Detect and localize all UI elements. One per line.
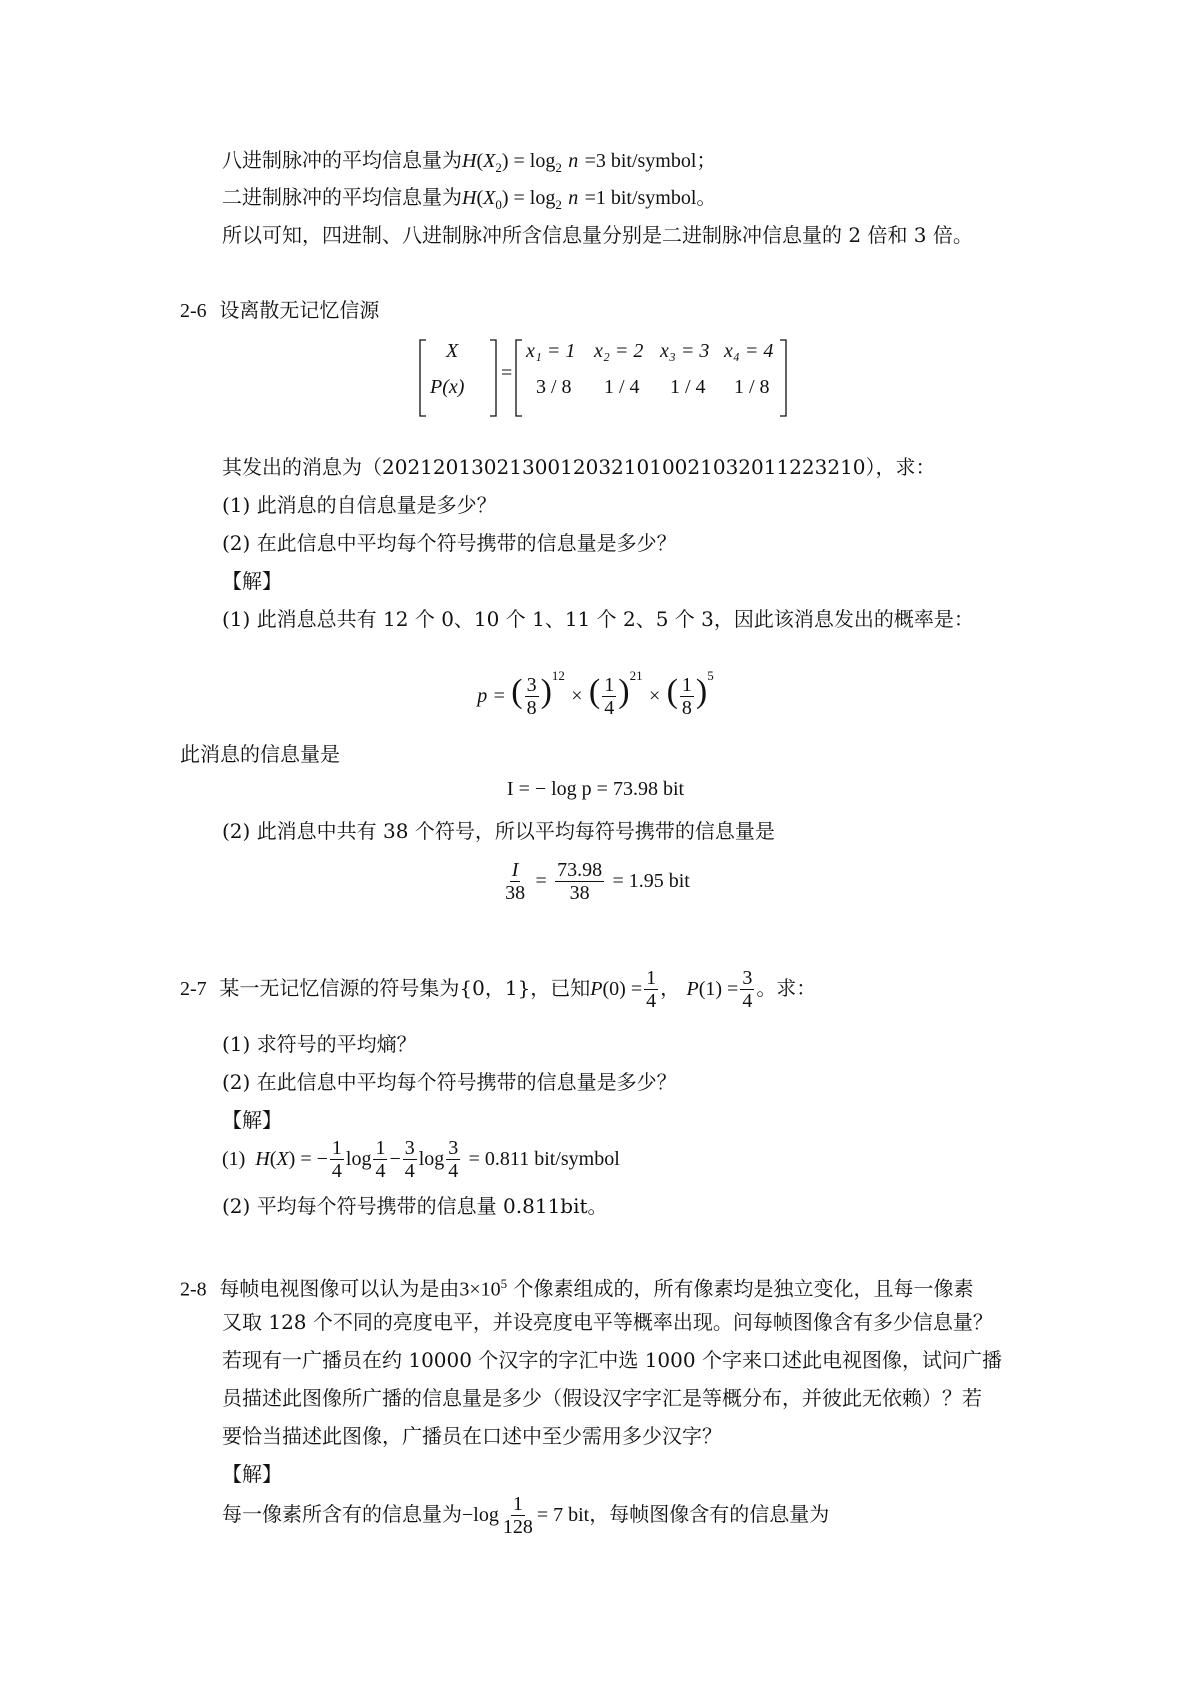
solution-2: (2) 此消息中共有 38 个符号，所以平均每符号携带的信息量是 (222, 819, 775, 843)
problem-text-3: 若现有一广播员在约 10000 个汉字的字汇中选 1000 个字来口述此电视图像，试问广播 (222, 1348, 1002, 1372)
source-matrix (418, 332, 788, 424)
octal-text: 八进制脉冲的平均信息量为 (222, 148, 462, 172)
problem-text-5: 要恰当描述此图像，广播员在口述中至少需用多少汉字？ (222, 1424, 722, 1448)
avg-den1: 38 (505, 882, 526, 904)
pixel-info-tail: ，每帧图像含有的信息量为 (589, 1502, 830, 1526)
line-conclusion: 所以可知，四进制、八进制脉冲所含信息量分别是二进制脉冲信息量的 2 倍和 3 倍。 (222, 223, 973, 247)
matrix-p2: 1 / 4 (604, 376, 640, 398)
problem-text-2: 又取 128 个不同的亮度电平，并设亮度电平等概率出现。问每帧图像含有多少信息量？ (222, 1310, 993, 1334)
binary-result: =1 bit/symbol。 (584, 187, 717, 209)
pixel-info-line: 每一像素所含有的信息量为−log $\frac{1}{128}$ = 7 bit，每帧图像含有的信息量为 (222, 1493, 830, 1538)
problem-text-1b: 个像素组成的，所有像素均是独立变化，且每一像素 (513, 1276, 974, 1301)
pixel-info-text: 每一像素所含有的信息量为 (222, 1502, 462, 1526)
octal-formula: H (462, 150, 477, 172)
problem-2-6-heading (180, 296, 379, 325)
matrix-p3: 1 / 4 (670, 376, 706, 398)
entropy-formula: (1) H(X) = − $\frac{1}{4}$ log $\frac{1}{4}$ − $\frac{3}{4}$ log $\frac{3}{4}$ = 0.811 bit/symbol (222, 1137, 620, 1182)
problem-number: 2-7 (180, 978, 207, 1000)
binary-formula: H (462, 187, 477, 209)
avg-result: = 1.95 bit (612, 870, 690, 892)
entropy-result: = 0.811 bit/symbol (468, 1148, 620, 1170)
problem-2-7-heading: 2-7 某一无记忆信源的符号集为{0，1}，已知P(0) = $\frac{1}{4}$ ， P(1) = $\frac{3}{4}$ 。求： (180, 967, 817, 1012)
problem-text-1a: 每帧电视图像可以认为是由 (219, 1276, 460, 1301)
binary-text: 二进制脉冲的平均信息量为 (222, 185, 462, 209)
avg-num1: I (511, 859, 519, 881)
problem-title: 设离散无记忆信源 (219, 298, 380, 322)
problem-title-end: 。求： (756, 976, 817, 1000)
line-binary-info: 二进制脉冲的平均信息量为$H(X_0) = \log_2 n =1$ bit/symbol。 (222, 185, 717, 212)
matrix-x1: x₁ = 1 (526, 340, 576, 362)
info-amount-label: 此消息的信息量是 (180, 742, 340, 766)
info-formula: I = − log p = 73.98 bit (506, 778, 685, 800)
message-line: 其发出的消息为（202120130213001203210100210320112232​10），求： (222, 455, 936, 479)
solution-label: 【解】 (222, 1462, 282, 1486)
avg-num2: 73.98 (557, 859, 603, 881)
matrix-x2: x₂ = 2 (594, 340, 644, 362)
problem-text-4: 员描述此图像所广播的信息量是多少（假设汉字字汇是等概分布，并彼此无依赖）？若 (222, 1386, 982, 1410)
problem-title: 某一无记忆信源的符号集为{0，1}，已知 (219, 976, 591, 1000)
probability-formula: p = ( $\frac{3}{8}$ )$^{12}$ × ( $\frac{1}{4}$ )$^{21}$ × ( $\frac{1}{8}$ )$^5$ (477, 668, 714, 719)
question-2: (2) 在此信息中平均每个符号携带的信息量是多少？ (222, 1070, 677, 1094)
solution-label: 【解】 (222, 569, 282, 593)
matrix-p1: 3 / 8 (536, 376, 572, 398)
solution-label: 【解】 (222, 1108, 282, 1132)
solution-2: (2) 平均每个符号携带的信息量 0.811bit。 (222, 1194, 608, 1218)
octal-result: =3 bit/symbol； (584, 150, 717, 172)
problem-number: 2-8 (180, 1278, 207, 1301)
matrix-x: X (446, 340, 459, 362)
problem-number: 2-6 (180, 300, 207, 322)
avg-den2: 38 (569, 882, 590, 904)
question-2: (2) 在此信息中平均每个符号携带的信息量是多少？ (222, 531, 677, 555)
question-1: (1) 此消息的自信息量是多少？ (222, 493, 497, 517)
solution-1: (1) 此消息总共有 12 个 0、10 个 1、11 个 2、5 个 3，因此该消息发出的概率是： (222, 607, 974, 631)
problem-2-8-heading: 2-8 每帧电视图像可以认为是由$3\times 10^5$ 个像素组成的，所有像素均是独立变化，且每一像素 (180, 1276, 974, 1301)
question-1: (1) 求符号的平均熵？ (222, 1032, 417, 1056)
matrix-equals: = (501, 362, 513, 384)
matrix-x4: x₄ = 4 (724, 340, 774, 362)
line-octal-info: 八进制脉冲的平均信息量为$H(X_2) = \log_2 n =3$ bit/symbol； (222, 148, 717, 175)
average-info-formula: $\frac{I}{38}$ = $\frac{73.98}{38}$ = 1.95 bit (505, 859, 690, 904)
matrix-px: P(x) (430, 376, 465, 398)
pixel-info-result: = 7 bit (536, 1504, 590, 1526)
matrix-p4: 1 / 8 (734, 376, 770, 398)
matrix-x3: x₃ = 3 (660, 340, 710, 362)
